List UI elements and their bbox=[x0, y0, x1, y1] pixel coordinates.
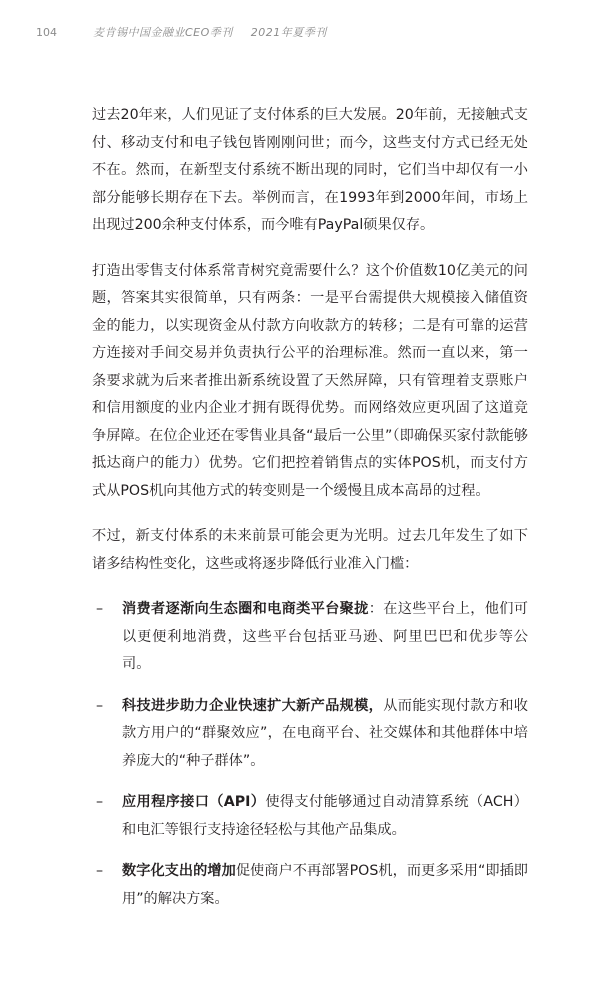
list-item-bold: 科技进步助力企业快速扩大新产品规模， bbox=[122, 697, 384, 714]
list-item bbox=[92, 858, 528, 913]
structural-changes-list bbox=[92, 596, 528, 913]
page-number: 104 bbox=[36, 26, 57, 39]
list-item-text: 促使商户不再部署POS机，而更多采用“即插即用”的解决方案。 bbox=[122, 863, 528, 907]
article-body bbox=[92, 102, 528, 927]
list-item-bold: 消费者逐渐向生态圈和电商类平台聚拢 bbox=[122, 601, 369, 617]
bullet-dash: – bbox=[96, 863, 104, 879]
list-item-bold: 应用程序接口（API） bbox=[122, 794, 266, 810]
list-item bbox=[92, 693, 528, 776]
bullet-dash: – bbox=[96, 794, 104, 810]
list-item bbox=[92, 596, 528, 679]
list-item-text: ：在这些平台上，他们可以更便利地消费，这些平台包括亚马逊、阿里巴巴和优步等公司。 bbox=[122, 601, 528, 672]
list-item bbox=[92, 789, 528, 844]
paragraph-2: 打造出零售支付体系常青树究竟需要什么？这个价值数10亿美元的问题，答案其实很简单，只有两条：一是平台需提供大规模接入储值资金的能力，以实现资金从付款方向收款方的转移；二是有可靠的运营方连接对手间交易并负责执行公平的治理标准。然而一直以来，第一条要求就为后来者推出新系统设置了天然屏障，只有管理着支票账户和信用额度的业内企业才拥有既得优势。而网络效应更巩固了这道竞争屏障。在位企业还在零售业具备“最后一公里”（即确保买家付款能够抵达商户的能力）优势。它们把控着销售点的实体POS机，而支付方式从POS机向其他方式的转变则是一个缓慢且成本高昂的过程。 bbox=[92, 262, 528, 499]
paragraph-1: 过去20年来，人们见证了支付体系的巨大发展。20年前，无接触式支付、移动支付和电子钱包皆刚刚问世；而今，这些支付方式已经无处不在。然而，在新型支付系统不断出现的同时，它们当中却仅有一小部分能够长期存在下去。举例而言，在1993年到2000年间，市场上出现过200余种支付体系，而今唯有PayPal硕果仅存。 bbox=[92, 107, 528, 233]
publication-title: 麦肯锡中国金融业CEO季刊 bbox=[93, 26, 233, 39]
list-item-text: 使得支付能够通过自动清算系统（ACH）和电汇等银行支持途径轻松与其他产品集成。 bbox=[122, 794, 528, 838]
bullet-dash: – bbox=[96, 601, 104, 617]
list-item-bold: 数字化支出的增加 bbox=[122, 863, 236, 879]
issue-label: 2021年夏季刊 bbox=[250, 26, 327, 39]
paragraph-3: 不过，新支付体系的未来前景可能会更为光明。过去几年发生了如下诸多结构性变化，这些或将逐步降低行业准入门槛： bbox=[92, 528, 528, 572]
bullet-dash: – bbox=[96, 697, 104, 714]
running-header bbox=[36, 24, 327, 40]
list-item-text: 从而能实现付款方和收款方用户的“群聚效应”，在电商平台、社交媒体和其他群体中培养庞大的“种子群体”。 bbox=[122, 697, 528, 769]
